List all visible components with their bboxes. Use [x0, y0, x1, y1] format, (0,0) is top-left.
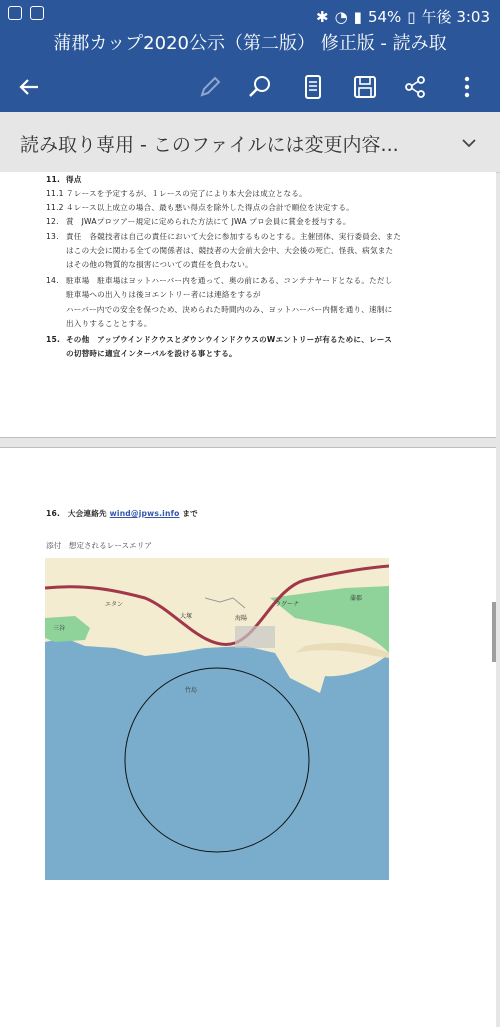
- bluetooth-icon: ✱: [316, 7, 329, 26]
- section-number: 13.: [46, 232, 59, 241]
- more-options-button[interactable]: [452, 72, 482, 102]
- wifi-icon: ◔: [334, 7, 348, 26]
- search-button[interactable]: [245, 72, 275, 102]
- line-text: 駐車場 駐車場はヨットハーバー内を通って、奥の前にある、コンテナヤードとなる。ただし: [66, 276, 393, 285]
- map-caption: 添付 想定されるレースエリア: [46, 541, 152, 550]
- document-line: [66, 289, 261, 300]
- document-page-1: [0, 172, 496, 438]
- document-line: [66, 259, 253, 270]
- section-number: 15.: [46, 335, 61, 344]
- document-line: [66, 348, 237, 359]
- contact-email-link[interactable]: wind@jpws.info: [109, 509, 180, 518]
- line-text: 出入りすることとする。: [66, 319, 152, 328]
- line-text: 賞 JWAプロツアー規定に定められた方法にて JWA プロ会員に賞金を授与する。: [66, 217, 351, 226]
- svg-text:三谷: 三谷: [53, 625, 66, 632]
- line-text: はこの大会に関わる全ての関係者は、競技者の大会前大会中、大会後の死亡、怪我、病気また: [66, 246, 394, 255]
- document-page-2: [0, 447, 496, 1027]
- back-button[interactable]: [14, 72, 44, 102]
- back-arrow-icon: [14, 72, 44, 102]
- readonly-banner[interactable]: [0, 112, 500, 173]
- document-line: [66, 245, 393, 256]
- edit-button[interactable]: [195, 72, 225, 102]
- line-text: 駐車場への出入りは後ヨエントリー者には連絡をするが: [66, 290, 261, 299]
- svg-text:大塚: 大塚: [180, 613, 193, 620]
- map-image: [45, 558, 389, 880]
- svg-text:海陽: 海陽: [235, 615, 248, 622]
- line-text: 責任 各競技者は自己の責任において大会に参加するものとする。主催団体、実行委員会、また: [66, 232, 402, 241]
- mobile-view-button[interactable]: [298, 72, 328, 102]
- contact-suffix: まで: [182, 509, 198, 518]
- save-icon: [350, 72, 380, 102]
- svg-text:蒲郡: 蒲郡: [350, 595, 363, 602]
- line-text: その他 アップウインドクウスとダウンウインドクウスのWエントリーが有るために、レース: [66, 335, 392, 344]
- signal-icon: ▮: [353, 7, 362, 26]
- section-number: 11.1: [46, 189, 64, 198]
- document-title: 蒲郡カップ2020公示（第二版） 修正版 - 読み取: [0, 30, 500, 62]
- document-line: [66, 318, 152, 329]
- contact-label: 16. 大会連絡先: [46, 509, 107, 518]
- document-line: [66, 304, 392, 315]
- scrollbar-thumb[interactable]: [492, 602, 496, 662]
- line-text: はその他の物質的な損害についての責任を負わない。: [66, 260, 253, 269]
- toolbar: [0, 62, 500, 112]
- line-text: ７レースを予定するが、１レースの完了により本大会は成立となる。: [66, 189, 307, 198]
- share-icon: [400, 72, 430, 102]
- document-line: [46, 231, 401, 242]
- status-bar: [0, 0, 500, 30]
- svg-text:ラグーナ: ラグーナ: [275, 601, 300, 608]
- svg-text:エタン: エタン: [105, 601, 124, 608]
- chevron-down-icon[interactable]: [460, 134, 478, 152]
- readonly-message: 読み取り専用 - このファイルには変更内容...: [20, 134, 399, 156]
- svg-text:竹島: 竹島: [185, 687, 198, 694]
- clock: 午後 3:03: [421, 8, 490, 26]
- section-number: 11.: [46, 175, 61, 184]
- pencil-icon: [195, 72, 225, 102]
- mobile-view-icon: [298, 72, 328, 102]
- document-line: [46, 174, 82, 185]
- race-area-map: [45, 558, 389, 880]
- document-line: [46, 216, 351, 227]
- save-button[interactable]: [350, 72, 380, 102]
- battery-icon: ▯: [407, 7, 416, 26]
- line-text: ４レース以上成立の場合、最も悪い得点を除外した得点の合計で順位を決定する。: [66, 203, 354, 212]
- document-line: [46, 275, 393, 286]
- gallery-notification-icon: [30, 6, 44, 20]
- section-number: 14.: [46, 276, 59, 285]
- share-button[interactable]: [400, 72, 430, 102]
- section-number: 11.2: [46, 203, 64, 212]
- line-text: 得点: [66, 175, 82, 184]
- document-line: [46, 334, 392, 345]
- document-view[interactable]: [0, 172, 496, 1027]
- notification-icon: [8, 6, 22, 20]
- line-text: ハーバー内での安全を保つため、決められた時間内のみ、ヨットハーバー内側を通り、速制に: [66, 305, 393, 314]
- search-icon: [245, 72, 275, 102]
- more-vert-icon: [452, 72, 482, 102]
- document-line: [46, 188, 307, 199]
- line-text: の切替時に適宜インターバルを設ける事とする。: [66, 349, 237, 358]
- section-number: 12.: [46, 217, 59, 226]
- contact-line: [46, 508, 198, 519]
- battery-text: 54%: [367, 7, 402, 26]
- document-line: [46, 202, 354, 213]
